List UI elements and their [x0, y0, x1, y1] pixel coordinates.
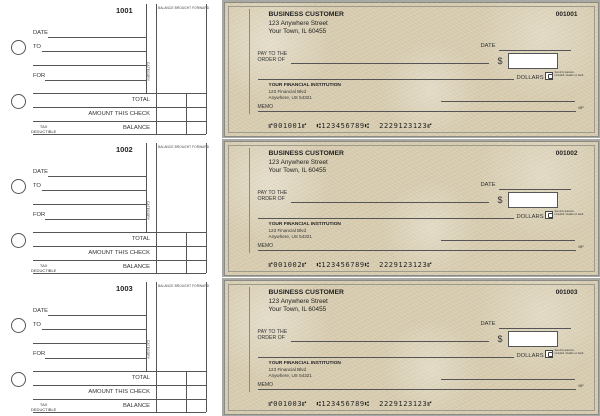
pay-to-line2: ORDER OF: [257, 196, 285, 202]
amount-box[interactable]: [508, 53, 558, 69]
pay-to-line2: ORDER OF: [257, 57, 285, 63]
stub-for-line: [45, 358, 146, 359]
stub-for-label: FOR: [33, 73, 46, 79]
business-name: BUSINESS CUSTOMER: [268, 149, 344, 157]
binder-hole-icon: [11, 40, 26, 55]
written-amount-line[interactable]: [258, 357, 514, 358]
business-address-line1: 123 Anywhere Street: [268, 158, 328, 166]
stub-for-label: FOR: [33, 212, 46, 218]
stub-tax-deductible-label: [31, 263, 56, 273]
security-features-text: Security features included. Details on back.: [554, 209, 585, 216]
tax-label-line1: TAX: [39, 402, 48, 407]
dollars-label: DOLLARS: [516, 74, 544, 81]
stub-to-line: [42, 51, 146, 52]
stub-divider: [156, 143, 157, 273]
stub-tax-deductible-label: [31, 402, 56, 412]
memo-line[interactable]: [258, 389, 576, 390]
binder-hole-icon: [11, 372, 26, 387]
stub-line: [33, 232, 206, 233]
business-address-line2: Your Town, IL 60455: [268, 27, 327, 35]
check-number: 001002: [555, 149, 578, 157]
stub-divider: [156, 282, 157, 412]
stub-to-label: TO: [33, 44, 41, 50]
stub-line: [33, 385, 206, 386]
stub-total-label: TOTAL: [131, 97, 150, 103]
pay-to-line1: PAY TO THE: [257, 50, 288, 57]
bank-address-line1: 123 Financial Blvd: [268, 366, 307, 372]
check: [222, 278, 600, 416]
amount-box[interactable]: [508, 331, 558, 347]
stub-date-label: DATE: [33, 308, 49, 314]
payee-line[interactable]: [291, 202, 489, 203]
binder-hole-icon: [11, 233, 26, 248]
check-number: 001001: [555, 10, 578, 18]
stub-line: [33, 121, 206, 122]
micr-line: ⑈001002⑈ ⑆123456789⑆ 2229123123⑈: [268, 260, 433, 269]
stub-amount-label: AMOUNT THIS CHECK: [88, 250, 150, 256]
check-date-line[interactable]: [499, 189, 571, 190]
mp-label: MP: [578, 244, 584, 249]
stub-to-line-2: [33, 65, 146, 66]
stub-total-label: TOTAL: [131, 375, 150, 381]
stub-line: [33, 412, 206, 413]
pay-to-label: [258, 190, 288, 203]
check-face: [224, 141, 599, 276]
check-face: [224, 280, 599, 415]
stub-amount-label: AMOUNT THIS CHECK: [88, 111, 150, 117]
stub-to-label: TO: [33, 322, 41, 328]
tax-label-line1: TAX: [39, 124, 48, 129]
check-margin-line: [249, 9, 250, 114]
memo-label: MEMO: [257, 381, 274, 388]
stub-date-line: [48, 176, 146, 177]
bank-address-line1: 123 Financial Blvd: [268, 227, 307, 233]
check-date-line[interactable]: [499, 328, 571, 329]
check-face: [224, 2, 599, 137]
tax-label-line2: DEDUCTIBLE: [31, 268, 57, 273]
stub-line: [33, 260, 206, 261]
micr-line: ⑈001001⑈ ⑆123456789⑆ 2229123123⑈: [268, 121, 433, 130]
stub-number: 1003: [116, 284, 133, 293]
dollar-sign: $: [497, 333, 503, 344]
stub-line: [33, 399, 206, 400]
business-name: BUSINESS CUSTOMER: [268, 10, 344, 18]
dollars-label: DOLLARS: [516, 352, 544, 359]
balance-brought-forward-label: BALANCE BROUGHT FORWARD: [158, 284, 210, 288]
check: [222, 0, 600, 138]
business-address-line2: Your Town, IL 60455: [268, 305, 327, 313]
padlock-icon: [545, 211, 553, 219]
stub-number: 1002: [116, 145, 133, 154]
stub-divider: [186, 371, 187, 412]
stub-balance-label: BALANCE: [122, 264, 150, 270]
business-address-line1: 123 Anywhere Street: [268, 19, 328, 27]
check-date-label: DATE: [480, 181, 496, 188]
stub-divider: [206, 282, 207, 412]
dollar-sign: $: [497, 194, 503, 205]
pay-to-label: [258, 329, 288, 342]
check-margin-line: [249, 287, 250, 392]
micr-line: ⑈001003⑈ ⑆123456789⑆ 2229123123⑈: [268, 399, 433, 408]
stub-divider: [186, 232, 187, 273]
stub-to-line: [42, 190, 146, 191]
stub-balance-label: BALANCE: [122, 125, 150, 131]
check-stub: [0, 0, 222, 138]
stub-for-line: [45, 80, 146, 81]
pay-to-line2: ORDER OF: [257, 335, 285, 341]
dollars-label: DOLLARS: [516, 213, 544, 220]
bank-address-line2: Anywhere, US 54321: [268, 233, 312, 239]
pay-to-line1: PAY TO THE: [257, 328, 288, 335]
tax-label-line1: TAX: [39, 263, 48, 268]
tax-label-line2: DEDUCTIBLE: [31, 407, 57, 412]
check-stub: [0, 278, 222, 416]
stub-to-line: [42, 329, 146, 330]
bank-address-line1: 123 Financial Blvd: [268, 88, 307, 94]
bank-name: YOUR FINANCIAL INSTITUTION: [268, 82, 341, 88]
memo-line[interactable]: [258, 250, 576, 251]
check: [222, 139, 600, 277]
stub-date-label: DATE: [33, 30, 49, 36]
stub-to-line-2: [33, 343, 146, 344]
security-features-text: Security features included. Details on back.: [554, 348, 585, 355]
check-date-label: DATE: [480, 320, 496, 327]
check-date-label: DATE: [480, 42, 496, 49]
business-name: BUSINESS CUSTOMER: [268, 288, 344, 296]
stub-to-line-2: [33, 204, 146, 205]
stub-line: [33, 107, 206, 108]
stub-line: [33, 93, 206, 94]
bank-address-line2: Anywhere, US 54321: [268, 94, 312, 100]
stub-divider: [156, 4, 157, 134]
binder-hole-icon: [11, 179, 26, 194]
memo-label: MEMO: [257, 242, 274, 249]
payee-line[interactable]: [291, 63, 489, 64]
written-amount-line[interactable]: [258, 79, 514, 80]
pay-to-label: [258, 51, 288, 64]
bank-name: YOUR FINANCIAL INSTITUTION: [268, 360, 341, 366]
balance-brought-forward-label: BALANCE BROUGHT FORWARD: [158, 145, 210, 149]
bank-address-line2: Anywhere, US 54321: [268, 372, 312, 378]
security-features-text: Security features included. Details on back.: [554, 70, 585, 77]
business-address-line2: Your Town, IL 60455: [268, 166, 327, 174]
stub-category-label: CATEGORY: [146, 340, 150, 360]
amount-box[interactable]: [508, 192, 558, 208]
stub-for-label: FOR: [33, 351, 46, 357]
stub-divider: [206, 143, 207, 273]
signature-line[interactable]: [441, 379, 575, 380]
stub-line: [33, 273, 206, 274]
signature-line[interactable]: [441, 240, 575, 241]
check-margin-line: [249, 148, 250, 253]
balance-brought-forward-label: BALANCE BROUGHT FORWARD: [158, 6, 210, 10]
stub-line: [33, 134, 206, 135]
stub-date-line: [48, 37, 146, 38]
padlock-icon: [545, 72, 553, 80]
stub-tax-deductible-label: [31, 124, 56, 134]
stub-line: [33, 371, 206, 372]
stub-divider: [186, 93, 187, 134]
check-row: [0, 278, 600, 416]
stub-to-label: TO: [33, 183, 41, 189]
tax-label-line2: DEDUCTIBLE: [31, 129, 57, 134]
binder-hole-icon: [11, 94, 26, 109]
stub-category-label: CATEGORY: [146, 201, 150, 221]
check-stub: [0, 139, 222, 277]
stub-line: [33, 246, 206, 247]
pay-to-line1: PAY TO THE: [257, 189, 288, 196]
stub-date-line: [48, 315, 146, 316]
check-row: [0, 0, 600, 138]
payee-line[interactable]: [291, 341, 489, 342]
check-number: 001003: [555, 288, 578, 296]
stub-category-label: CATEGORY: [146, 62, 150, 82]
memo-line[interactable]: [258, 111, 576, 112]
signature-line[interactable]: [441, 101, 575, 102]
business-address-line1: 123 Anywhere Street: [268, 297, 328, 305]
stub-for-line: [45, 219, 146, 220]
check-date-line[interactable]: [499, 50, 571, 51]
stub-divider: [206, 4, 207, 134]
mp-label: MP: [578, 383, 584, 388]
written-amount-line[interactable]: [258, 218, 514, 219]
memo-label: MEMO: [257, 103, 274, 110]
dollar-sign: $: [497, 55, 503, 66]
stub-number: 1001: [116, 6, 133, 15]
stub-amount-label: AMOUNT THIS CHECK: [88, 389, 150, 395]
padlock-icon: [545, 350, 553, 358]
stub-balance-label: BALANCE: [122, 403, 150, 409]
stub-date-label: DATE: [33, 169, 49, 175]
bank-name: YOUR FINANCIAL INSTITUTION: [268, 221, 341, 227]
mp-label: MP: [578, 105, 584, 110]
binder-hole-icon: [11, 318, 26, 333]
check-row: [0, 139, 600, 277]
stub-total-label: TOTAL: [131, 236, 150, 242]
